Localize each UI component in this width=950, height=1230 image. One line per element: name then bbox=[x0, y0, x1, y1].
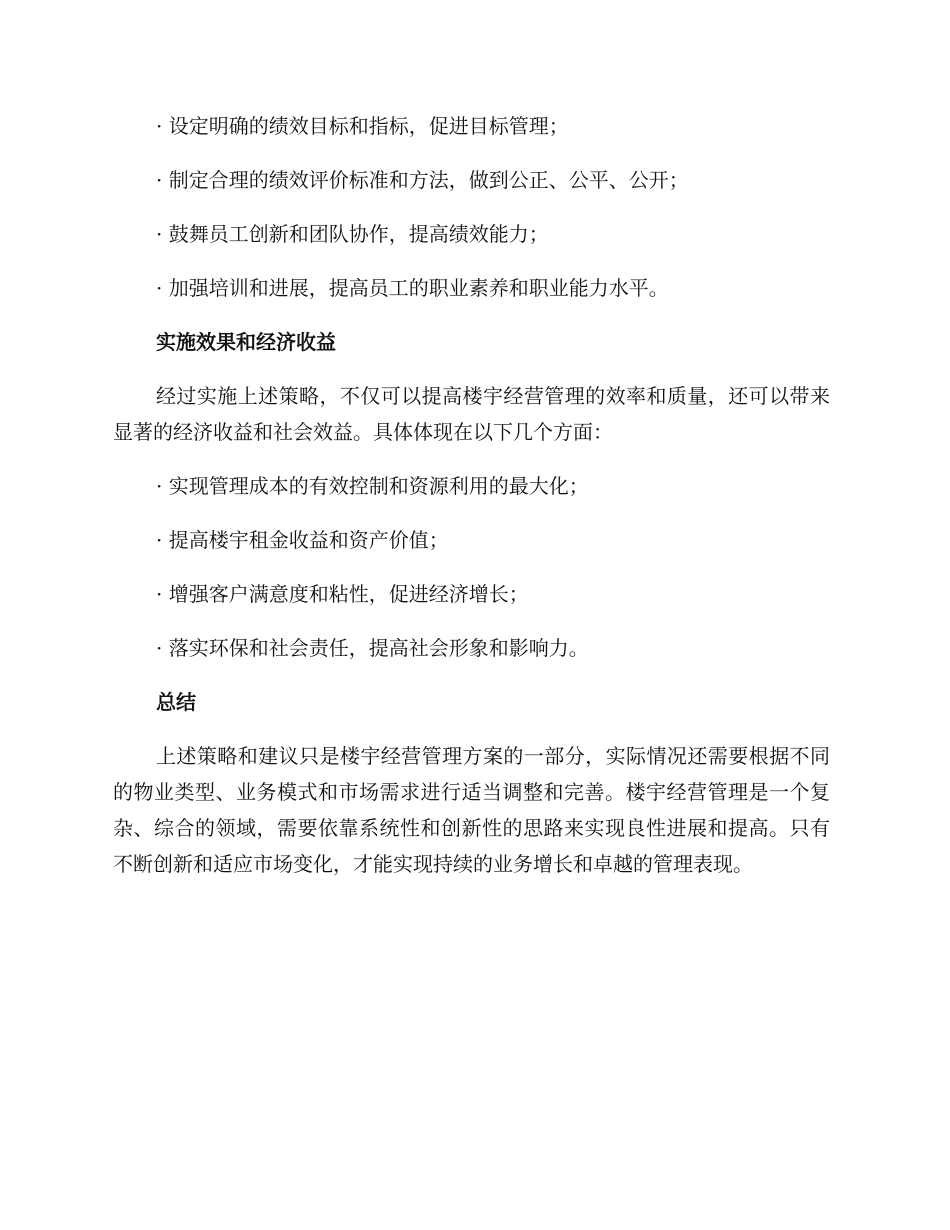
bullet-item: · 制定合理的绩效评价标准和方法，做到公正、公平、公开； bbox=[156, 168, 689, 192]
section-paragraph-effects: 经过实施上述策略，不仅可以提高楼宇经营管理的效率和质量，还可以带来显著的经济收益和社会效益。具体体现在以下几个方面： bbox=[113, 384, 830, 444]
bullet-item: · 设定明确的绩效目标和指标，促进目标管理； bbox=[156, 114, 569, 138]
bullet-item: · 实现管理成本的有效控制和资源利用的最大化； bbox=[156, 474, 589, 498]
section-heading-effects: 实施效果和经济收益 bbox=[156, 330, 336, 354]
bullet-item: · 增强客户满意度和粘性，促进经济增长； bbox=[156, 582, 529, 606]
bullet-item: · 加强培训和进展，提高员工的职业素养和职业能力水平。 bbox=[156, 276, 669, 300]
section-paragraph-summary: 上述策略和建议只是楼宇经营管理方案的一部分，实际情况还需要根据不同的物业类型、业务模式和市场需求进行适当调整和完善。楼宇经营管理是一个复杂、综合的领域，需要依靠系统性和创新性的思路来实现良性进展和提高。只有不断创新和适应市场变化，才能实现持续的业务增长和卓越的管理表现。 bbox=[113, 744, 830, 876]
bullet-item: · 提高楼宇租金收益和资产价值； bbox=[156, 528, 449, 552]
bullet-item: · 鼓舞员工创新和团队协作，提高绩效能力； bbox=[156, 222, 549, 246]
section-heading-summary: 总结 bbox=[156, 690, 196, 714]
document-content bbox=[113, 108, 830, 900]
bullet-item: · 落实环保和社会责任，提高社会形象和影响力。 bbox=[156, 636, 589, 660]
